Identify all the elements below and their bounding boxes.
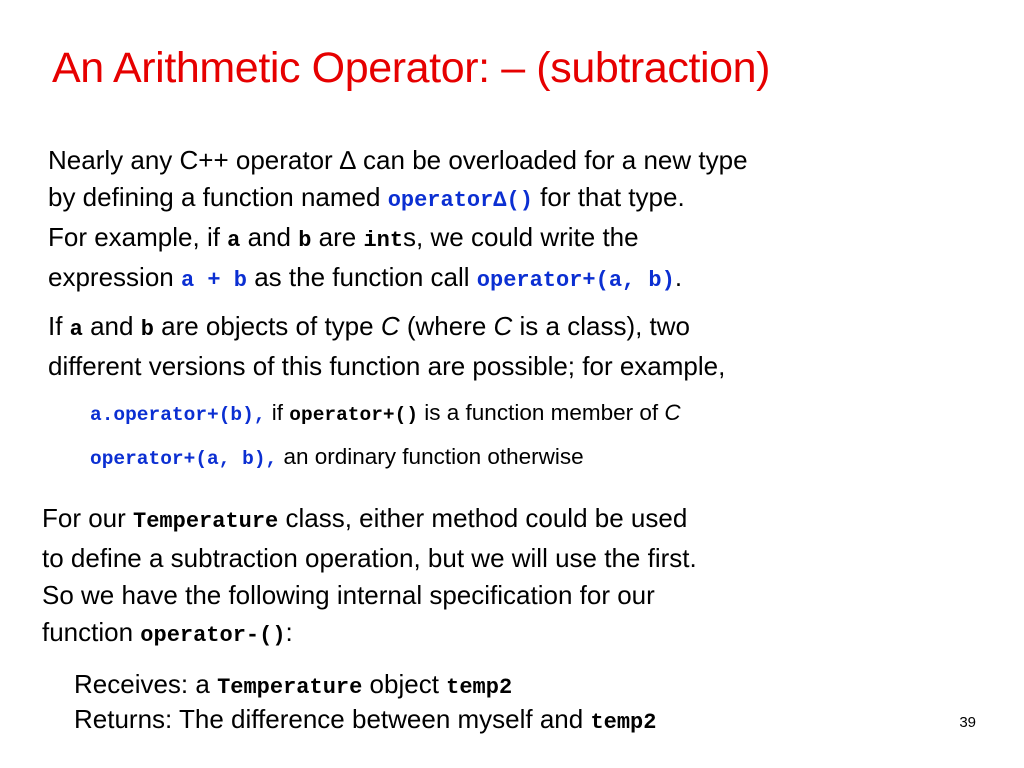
temperature-line-1: For our Temperature class, either method could be used	[42, 503, 688, 534]
receives-line: Receives: a Temperature object temp2	[74, 669, 513, 700]
type-c: C	[664, 400, 681, 425]
code-temp2: temp2	[446, 675, 513, 700]
code-a: a	[69, 317, 83, 342]
objects-paragraph	[48, 308, 725, 385]
objects-line-2: different versions of this function are possible; for example,	[48, 351, 726, 381]
temperature-paragraph	[42, 500, 697, 654]
bullet-ordinary-function: operator+(a, b), an ordinary function otherwise	[90, 444, 584, 470]
intro-line-4: expression a + b as the function call operator+(a, b).	[48, 262, 683, 293]
intro-line-3: For example, if a and b are ints, we could write the	[48, 222, 639, 253]
code-int: int	[363, 228, 404, 253]
code-operator-plus: operator+()	[289, 404, 419, 426]
code-b: b	[140, 317, 154, 342]
slide-title: An Arithmetic Operator: – (subtraction)	[52, 44, 771, 92]
code-temp2: temp2	[590, 710, 657, 735]
code-member-call: a.operator+(b),	[90, 404, 266, 426]
code-a: a	[227, 228, 241, 253]
type-c: C	[380, 311, 400, 341]
code-operator-minus: operator-()	[140, 623, 286, 648]
temperature-line-2: to define a subtraction operation, but we will use the first.	[42, 543, 697, 573]
temperature-line-4: function operator-():	[42, 617, 293, 648]
objects-line-1: If a and b are objects of type C (where C is a class), two	[48, 311, 691, 342]
bullet-member-function: a.operator+(b), if operator+() is a function member of C	[90, 400, 681, 426]
code-temperature: Temperature	[217, 675, 363, 700]
code-temperature: Temperature	[133, 509, 279, 534]
code-ordinary-call: operator+(a, b),	[90, 448, 278, 470]
code-operator-delta: operator∆()	[387, 188, 533, 213]
code-a-plus-b: a + b	[180, 268, 247, 293]
intro-line-2: by defining a function named operator∆() for that type.	[48, 182, 685, 213]
temperature-line-3: So we have the following internal specification for our	[42, 580, 655, 610]
returns-line: Returns: The difference between myself and temp2	[74, 704, 657, 735]
code-b: b	[298, 228, 312, 253]
page-number: 39	[959, 714, 976, 731]
type-c: C	[493, 311, 513, 341]
code-operator-plus-call: operator+(a, b)	[476, 268, 675, 293]
intro-line-1: Nearly any C++ operator ∆ can be overloaded for a new type	[48, 145, 748, 175]
intro-paragraph	[48, 142, 748, 299]
